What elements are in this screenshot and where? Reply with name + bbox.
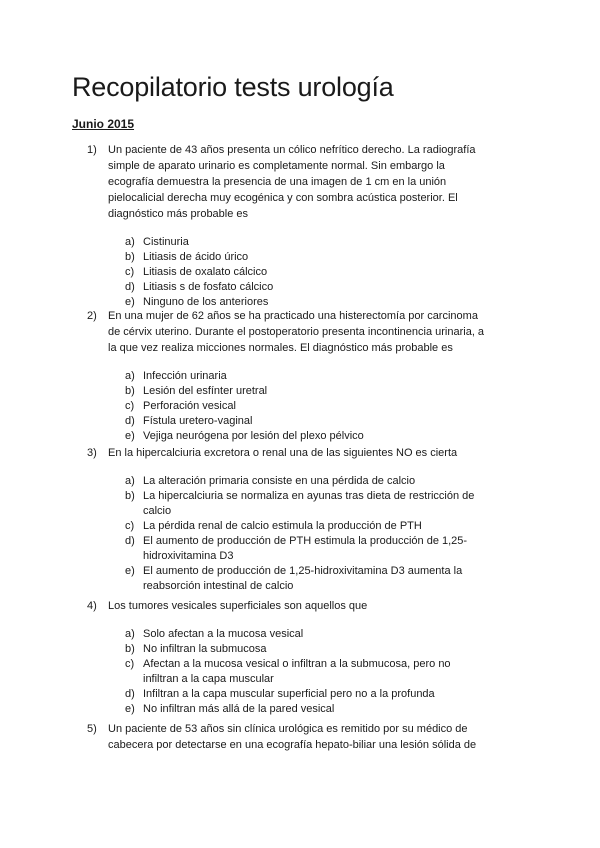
answer-option [87, 369, 479, 384]
question-3 [87, 445, 487, 594]
option-text: Litiasis de ácido úrico [143, 251, 249, 263]
option-text: La pérdida renal de calcio estimula la producción de PTH [143, 520, 422, 532]
question-5 [87, 721, 487, 753]
option-text: Fístula uretero-vaginal [143, 415, 253, 427]
option-text: No infiltran la submucosa [143, 643, 267, 655]
answer-options [87, 369, 487, 444]
answer-option [87, 399, 479, 414]
document-title: Recopilatorio tests urología [72, 72, 394, 102]
option-letter: c) [125, 400, 135, 412]
section-heading: Junio 2015 [72, 117, 135, 131]
option-text: Perforación vesical [143, 400, 236, 412]
option-letter: e) [125, 296, 135, 308]
question-4 [87, 598, 487, 717]
question-text: Un paciente de 53 años sin clínica urológica es remitido por su médico de cabecera por detectarse en una ecografía hepato-biliar una lesión sólida de [108, 723, 477, 751]
option-text: El aumento de producción de PTH estimula la producción de 1,25-hidroxivitamina D3 [143, 535, 468, 562]
option-text: Solo afectan a la mucosa vesical [143, 628, 304, 640]
option-text: Afectan a la mucosa vesical o infiltran a la submucosa, pero no infiltran a la capa muscular [143, 658, 451, 685]
answer-option [87, 489, 479, 519]
question-number: 2) [87, 310, 97, 322]
option-letter: b) [125, 643, 135, 655]
option-letter: d) [125, 415, 135, 427]
option-letter: e) [125, 703, 135, 715]
option-text: Litiasis de oxalato cálcico [143, 266, 268, 278]
option-text: Infección urinaria [143, 370, 227, 382]
option-text: No infiltran más allá de la pared vesical [143, 703, 335, 715]
question-number: 1) [87, 144, 97, 156]
answer-options [87, 627, 487, 717]
answer-option [87, 235, 479, 250]
question-number: 5) [87, 723, 97, 735]
option-letter: b) [125, 251, 135, 263]
answer-option [87, 519, 479, 534]
answer-options [87, 474, 487, 594]
answer-option [87, 702, 479, 717]
option-text: La alteración primaria consiste en una pérdida de calcio [143, 475, 416, 487]
option-letter: d) [125, 688, 135, 700]
option-letter: a) [125, 236, 135, 248]
question-1 [87, 142, 487, 310]
option-text: El aumento de producción de 1,25-hidroxivitamina D3 aumenta la reabsorción intestinal de calcio [143, 565, 463, 592]
option-letter: e) [125, 430, 135, 442]
answer-option [87, 474, 479, 489]
option-letter: a) [125, 628, 135, 640]
answer-option [87, 265, 479, 280]
answer-option [87, 429, 479, 444]
option-letter: b) [125, 490, 135, 502]
option-letter: d) [125, 535, 135, 547]
option-text: Litiasis s de fosfato cálcico [143, 281, 274, 293]
option-text: Vejiga neurógena por lesión del plexo pélvico [143, 430, 364, 442]
option-letter: d) [125, 281, 135, 293]
answer-options [87, 235, 487, 310]
option-text: Ninguno de los anteriores [143, 296, 269, 308]
option-letter: a) [125, 370, 135, 382]
option-letter: c) [125, 520, 135, 532]
answer-option [87, 627, 479, 642]
question-number: 4) [87, 600, 97, 612]
option-text: Cistinuria [143, 236, 189, 248]
answer-option [87, 687, 479, 702]
question-text: Un paciente de 43 años presenta un cólico nefrítico derecho. La radiografía simple de aparato urinario es completamente normal. Sin embargo la ecografía demuestra la presencia de una imagen de 1 cm en la unión pielocalicial derecha muy ecogénica y con sombra acústica posterior. El diagnóstico más probable es [108, 144, 476, 220]
answer-option [87, 280, 479, 295]
option-text: La hipercalciuria se normaliza en ayunas tras dieta de restricción de calcio [143, 490, 475, 517]
option-letter: e) [125, 565, 135, 577]
question-text: En la hipercalciuria excretora o renal una de las siguientes NO es cierta [108, 447, 458, 459]
option-letter: a) [125, 475, 135, 487]
answer-option [87, 414, 479, 429]
option-text: Lesión del esfínter uretral [143, 385, 268, 397]
question-number: 3) [87, 447, 97, 459]
option-letter: b) [125, 385, 135, 397]
option-text: Infiltran a la capa muscular superficial pero no a la profunda [143, 688, 435, 700]
answer-option [87, 642, 479, 657]
question-2 [87, 308, 487, 444]
answer-option [87, 534, 479, 564]
question-text: En una mujer de 62 años se ha practicado una histerectomía por carcinoma de cérvix uterino. Durante el postoperatorio presenta incontinencia urinaria, a la que vez realiza micciones normales. El diagnóstico más probable es [108, 310, 485, 354]
answer-option [87, 384, 479, 399]
question-text: Los tumores vesicales superficiales son aquellos que [108, 600, 368, 612]
option-letter: c) [125, 658, 135, 670]
answer-option [87, 564, 479, 594]
option-letter: c) [125, 266, 135, 278]
answer-option [87, 250, 479, 265]
answer-option [87, 657, 479, 687]
